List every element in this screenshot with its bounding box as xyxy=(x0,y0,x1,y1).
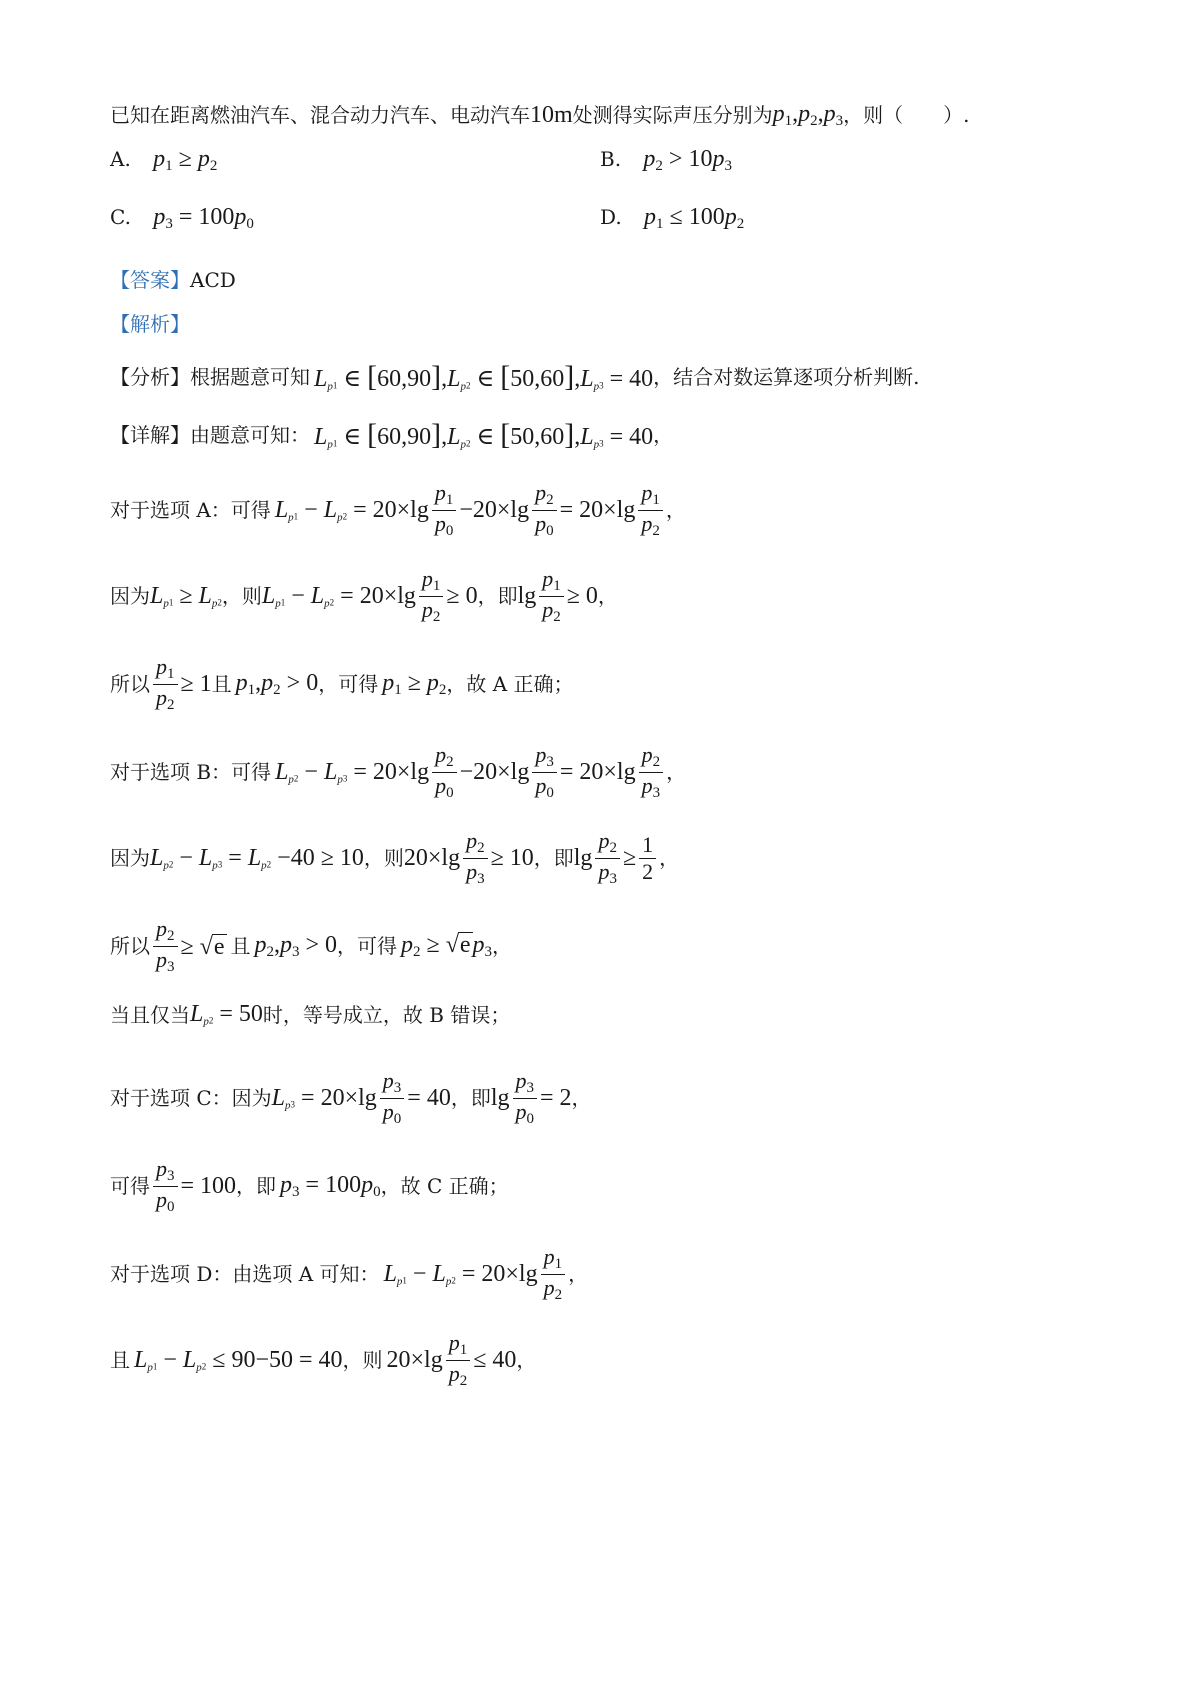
because-b-line: 因为 Lp2 − Lp3 = Lp2 −40 ≥ 10 ，则 20×lg $\frac{p2}{p3}$ ≥ 10 ，即 lg $\frac{p2}{p3}$ ≥ $\frac{1}{2}$ ， xyxy=(110,828,680,887)
so-a-get: ，可得 xyxy=(318,672,379,697)
option-d[interactable]: D. p1 ≤ 100p2 xyxy=(600,203,745,232)
option-b[interactable]: B. p2 > 10p3 xyxy=(600,145,732,174)
get-c-line: 可得 $\frac{p3}{p0}$ = 100 ，即 p3 = 100p0 ，故 C 正确； xyxy=(110,1156,509,1215)
option-a[interactable]: A. p1 ≥ p2 xyxy=(110,145,218,174)
answer-value: ACD xyxy=(190,268,236,292)
because-a-lead: 因为 xyxy=(110,584,150,609)
get-c-lead: 可得 xyxy=(110,1174,150,1199)
get-c-mid: ，即 xyxy=(236,1174,277,1199)
because-a-line: 因为 Lp1 ≥ Lp2 ，则 Lp1 − Lp2 = 20×lg $\frac{p1}{p2}$ ≥ 0 ，即 lg $\frac{p1}{p2}$ ≥ 0 ， xyxy=(110,566,618,625)
because-b-mid2: ，即 xyxy=(533,846,574,871)
question-mid: 处测得实际声压分别为 xyxy=(572,103,773,128)
answer-line xyxy=(110,270,1140,290)
question-suffix: ，则（ ）. xyxy=(843,103,970,128)
and-d-line: 且 Lp1 − Lp2 ≤ 90−50 = 40 ，则 20×lg $\frac{p1}{p2}$ ≤ 40 ， xyxy=(110,1330,537,1389)
so-b-lead: 所以 xyxy=(110,934,150,959)
and-d-mid: ，则 xyxy=(342,1348,383,1373)
because-b-mid1: ，则 xyxy=(363,846,404,871)
question-prefix: 已知在距离燃油汽车、混合动力汽车、电动汽车 xyxy=(110,103,530,128)
eq-b-lead: 当且仅当 xyxy=(110,1002,190,1027)
opt-c-mid: ，即 xyxy=(450,1086,491,1111)
question-line: 已知在距离燃油汽车、混合动力汽车、电动汽车 10m 处测得实际声压分别为 p1,p2,p3 ，则（ ）. xyxy=(110,101,970,129)
eq-b-line: 当且仅当 Lp2 = 50 时，等号成立，故 B 错误； xyxy=(110,1001,511,1028)
opt-d-lead: 对于选项 D：由选项 A 可知： xyxy=(110,1262,380,1287)
fenxi-line: 【分析】 根据题意可知 Lp1 ∈ [60,90],Lp2 ∈ [50,60],Lp3 = 40 ，结合对数运算逐项分析判断. xyxy=(110,360,920,393)
option-d-label: D. xyxy=(600,204,622,229)
question-distance: 10m xyxy=(530,102,573,129)
analysis-tag: 【解析】 xyxy=(110,312,190,336)
answer-tag: 【答案】 xyxy=(110,268,190,292)
because-b-lead: 因为 xyxy=(110,846,150,871)
xiangjie-line: 【详解】 由题意可知： Lp1 ∈ [60,90],Lp2 ∈ [50,60],Lp3 = 40 ， xyxy=(110,418,674,451)
option-a-label: A. xyxy=(110,146,131,171)
option-b-label: B. xyxy=(600,146,622,171)
opt-c-lead: 对于选项 C：因为 xyxy=(110,1086,272,1111)
opt-b-lead: 对于选项 B：可得 xyxy=(110,760,272,785)
opt-c-line: 对于选项 C：因为 Lp3 = 20×lg $\frac{p3}{p0}$ = 40 ，即 lg $\frac{p3}{p0}$ = 2 ， xyxy=(110,1068,592,1127)
eq-b-end: 时，等号成立，故 B 错误； xyxy=(262,1002,511,1027)
so-b-get: ，可得 xyxy=(337,934,398,959)
xiangjie-tag: 【详解】 xyxy=(110,423,190,448)
option-c[interactable]: C. p3 = 100p0 xyxy=(110,203,254,232)
opt-b-line: 对于选项 B：可得 Lp2 − Lp3 = 20×lg p2 p0 −20×lg $\frac{p3}{p0}$ = 20×lg p2 p3 ， xyxy=(110,742,687,801)
so-b-line: 所以 $\frac{p2}{p3}$ ≥ √e 且 p2,p3 > 0 ，可得 p2 ≥ √ep3 ， xyxy=(110,916,513,975)
so-a-end: ，故 A 正确； xyxy=(446,672,574,697)
opt-d-line: 对于选项 D：由选项 A 可知： Lp1 − Lp2 = 20×lg p1 p2 ， xyxy=(110,1244,589,1303)
so-a-line: 所以 $\frac{p1}{p2}$ ≥ 1 且 p1,p2 > 0 ，可得 p1 ≥ p2 ，故 A 正确； xyxy=(110,654,574,713)
fenxi-tail: ，结合对数运算逐项分析判断. xyxy=(653,365,920,390)
fenxi-lead: 根据题意可知 xyxy=(190,365,310,390)
analysis-line xyxy=(110,314,1140,334)
xiangjie-lead: 由题意可知： xyxy=(190,423,310,448)
because-a-mid2: ，即 xyxy=(477,584,518,609)
so-a-lead: 所以 xyxy=(110,672,150,697)
fenxi-tag: 【分析】 xyxy=(110,365,190,390)
get-c-end: ，故 C 正确； xyxy=(380,1174,509,1199)
so-a-and: 且 xyxy=(211,672,232,697)
option-c-label: C. xyxy=(110,204,131,229)
opt-a-lead: 对于选项 A：可得 xyxy=(110,498,271,523)
opt-a-line: 对于选项 A：可得 Lp1 − Lp2 = 20×lg p1 p0 −20×lg $\frac{p2}{p0}$ = 20×lg p1 p2 ， xyxy=(110,480,686,539)
because-a-mid1: ，则 xyxy=(221,584,262,609)
so-b-and: 且 xyxy=(230,934,251,959)
and-d-lead: 且 xyxy=(110,1348,130,1373)
